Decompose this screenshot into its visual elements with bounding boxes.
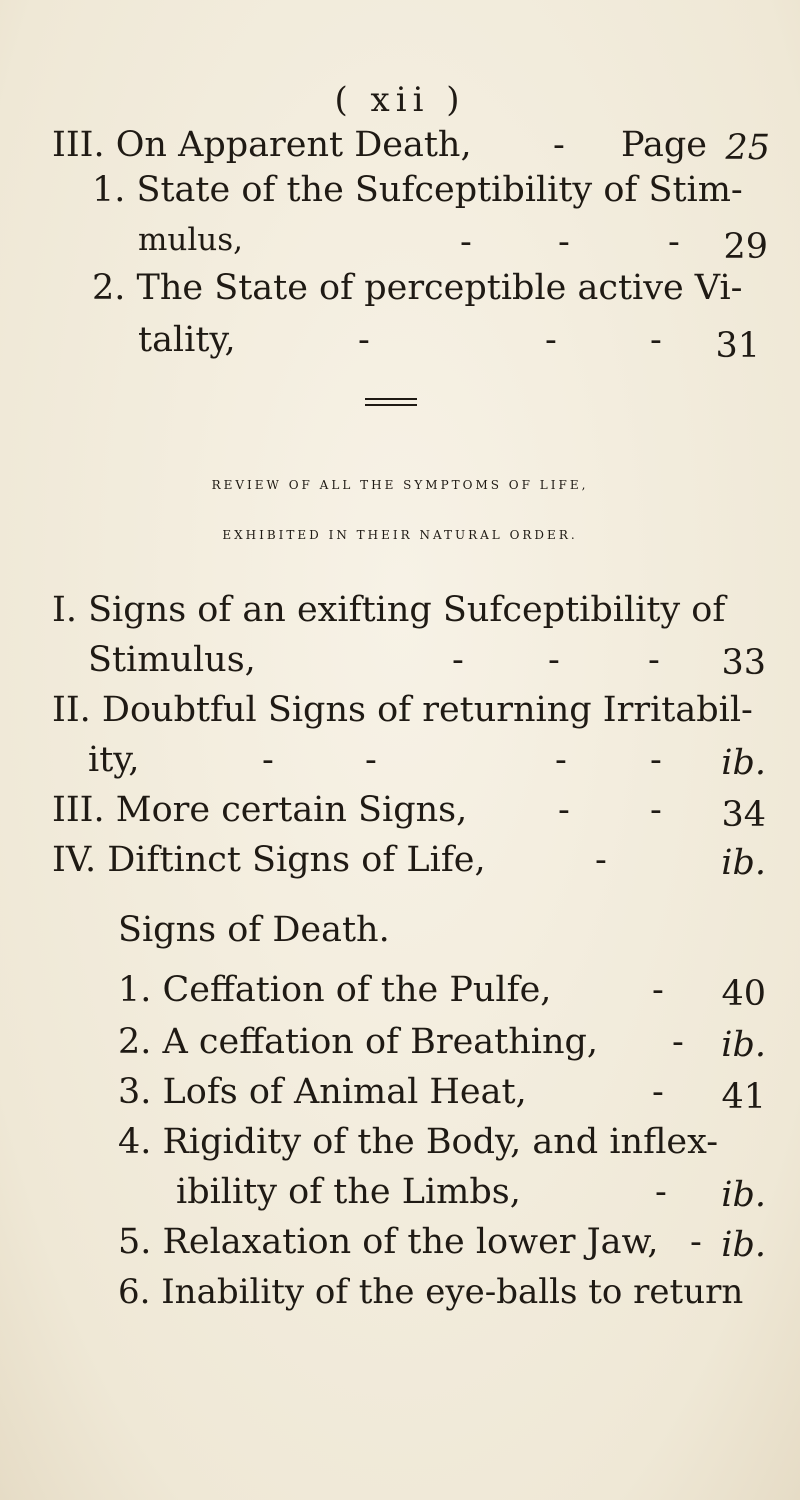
toc-entry-line: mulus, [138,222,244,258]
toc-entry-line: III. More certain Signs, [52,790,468,830]
review-title-line-1: REVIEW OF ALL THE SYMPTOMS OF LIFE, [211,478,589,492]
page-number: 29 [723,227,768,267]
leader-dash: - [555,740,567,780]
subsection-heading: Signs of Death. [118,910,390,950]
list-item: 4. Rigidity of the Body, and inflex- [118,1122,719,1162]
list-item: 1. Ceffation of the Pulfe, [118,970,552,1010]
page-number: 40 [721,974,766,1014]
page-number: ib. [721,1025,766,1065]
leader-dash: - [668,222,680,262]
page-folio: ( xii ) [334,80,466,120]
leader-dash: - [452,640,464,680]
page-number: ib. [721,843,766,883]
leader-dash: - [652,1072,664,1112]
toc-entry-line: 2. The State of perceptible active Vi- [92,268,743,308]
leader-dash: - [672,1022,684,1062]
leader-dash: - [690,1222,702,1262]
leader-dash: - [460,222,472,262]
list-item: 2. A ceffation of Breathing, [118,1022,599,1062]
leader-dash: - [595,840,607,880]
page-number: ib. [721,1175,766,1215]
list-item: 6. Inability of the eye-balls to return [118,1272,744,1312]
leader-dash: - [652,970,664,1010]
toc-entry-line: 1. State of the Sufceptibility of Stim- [92,170,743,210]
leader-dash: - [650,790,662,830]
page-label: Page [621,125,707,165]
leader-dash: - [648,640,660,680]
page-number: ib. [721,743,766,783]
toc-entry-line: I. Signs of an exifting Sufceptibility of [52,590,726,630]
leader-dash: - [553,125,565,165]
page-number: 33 [721,643,766,683]
page-number: 31 [715,326,760,366]
leader-dash: - [358,320,370,360]
page-number: 34 [721,795,766,835]
page-number: 25 [725,128,770,168]
toc-entry-line: Stimulus, [88,640,256,680]
list-item: ibility of the Limbs, [176,1172,521,1212]
leader-dash: - [548,640,560,680]
review-title-line-2: EXHIBITED IN THEIR NATURAL ORDER. [222,528,578,542]
leader-dash: - [655,1172,667,1212]
toc-entry-line: II. Doubtful Signs of returning Irritabil- [52,690,753,730]
section-heading-part-iii: III. On Apparent Death, [52,125,472,165]
leader-dash: - [650,320,662,360]
page-number: ib. [721,1225,766,1265]
section-rule [365,398,417,406]
leader-dash: - [545,320,557,360]
toc-entry-line: ity, [88,740,140,780]
toc-entry-line: tality, [138,320,236,360]
leader-dash: - [365,740,377,780]
leader-dash: - [650,740,662,780]
list-item: 5. Relaxation of the lower Jaw, [118,1222,659,1262]
page-number: 41 [721,1077,766,1117]
leader-dash: - [558,222,570,262]
toc-entry-line: IV. Diftinct Signs of Life, [52,840,486,880]
leader-dash: - [262,740,274,780]
leader-dash: - [558,790,570,830]
list-item: 3. Lofs of Animal Heat, [118,1072,527,1112]
